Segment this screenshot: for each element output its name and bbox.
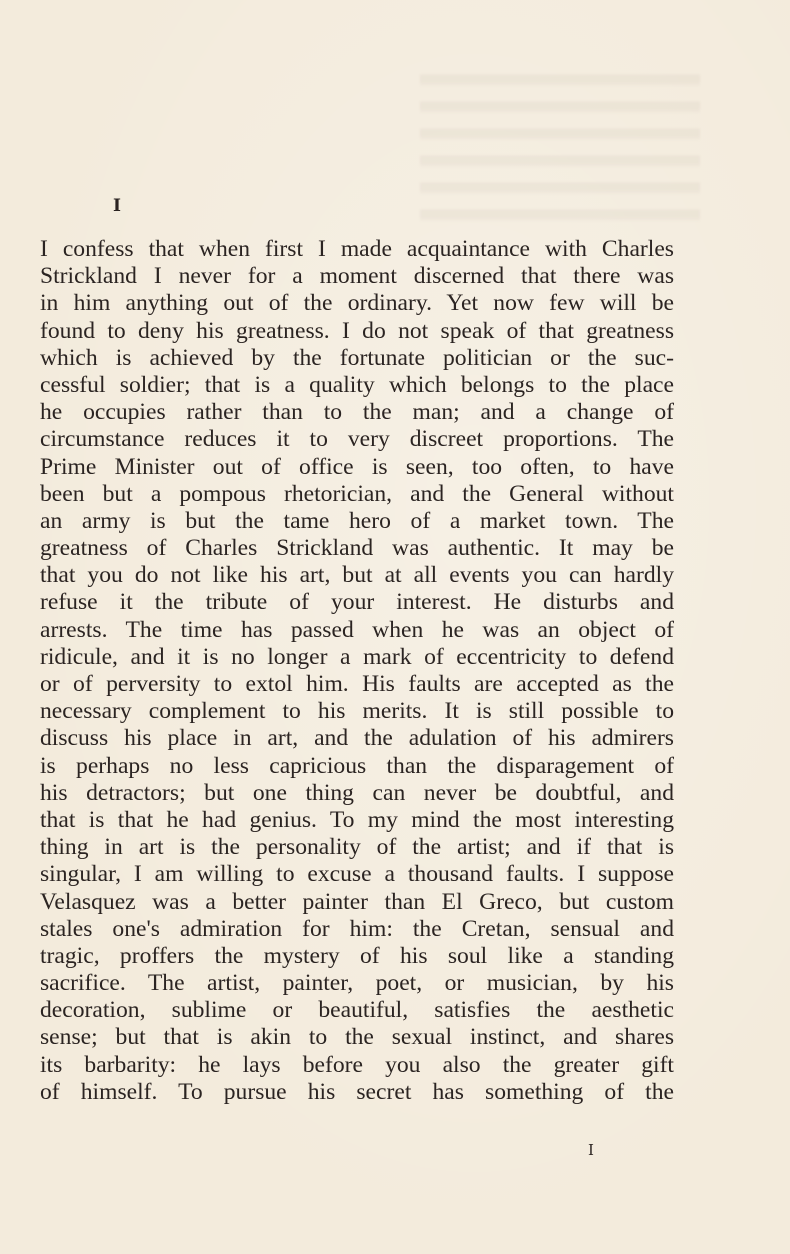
- text-line: tragic, proffers the mystery of his soul like a standing: [40, 942, 674, 969]
- text-line: refuse it the tribute of your interest. He disturbs and: [40, 589, 674, 616]
- text-line: sense; but that is akin to the sexual instinct, and shares: [40, 1024, 674, 1051]
- text-line: been but a pompous rhetorician, and the General without: [40, 480, 674, 507]
- text-line: an army is but the tame hero of a market town. The: [40, 507, 674, 534]
- chapter-number: I: [113, 196, 121, 216]
- text-line: singular, I am willing to excuse a thousand faults. I suppose: [40, 861, 674, 888]
- text-line: of himself. To pursue his secret has something of the: [40, 1078, 674, 1105]
- body-paragraph: [40, 236, 674, 1106]
- text-line: thing in art is the personality of the artist; and if that is: [40, 834, 674, 861]
- text-line: greatness of Charles Strickland was authentic. It may be: [40, 535, 674, 562]
- text-line: that you do not like his art, but at all events you can hardly: [40, 562, 674, 589]
- text-line: is perhaps no less capricious than the disparagement of: [40, 752, 674, 779]
- text-line: in him anything out of the ordinary. Yet now few will be: [40, 290, 674, 317]
- text-line: circumstance reduces it to very discreet proportions. The: [40, 426, 674, 453]
- text-line: stales one's admiration for him: the Cretan, sensual and: [40, 915, 674, 942]
- text-line: I confess that when first I made acquaintance with Charles: [40, 236, 674, 262]
- text-line: his detractors; but one thing can never be doubtful, and: [40, 779, 674, 806]
- text-line: which is achieved by the fortunate politician or the suc-: [40, 344, 674, 371]
- text-line: necessary complement to his merits. It is still possible to: [40, 698, 674, 725]
- text-line: ridicule, and it is no longer a mark of eccentricity to defend: [40, 643, 674, 670]
- text-line: arrests. The time has passed when he was an object of: [40, 616, 674, 643]
- text-line: he occupies rather than to the man; and a change of: [40, 399, 674, 426]
- text-line: or of perversity to extol him. His faults are accepted as the: [40, 671, 674, 697]
- text-line: cessful soldier; that is a quality which belongs to the place: [40, 371, 674, 398]
- text-line: decoration, sublime or beautiful, satisfies the aesthetic: [40, 997, 674, 1024]
- show-through-text: [420, 60, 700, 230]
- text-line: that is that he had genius. To my mind the most interesting: [40, 806, 674, 833]
- text-line: found to deny his greatness. I do not speak of that greatness: [40, 317, 674, 344]
- text-line: Velasquez was a better painter than El Greco, but custom: [40, 888, 674, 915]
- page-number: I: [588, 1141, 594, 1159]
- text-line: Prime Minister out of office is seen, too often, to have: [40, 453, 674, 480]
- text-line: Strickland I never for a moment discerned that there was: [40, 263, 674, 290]
- text-line: discuss his place in art, and the adulation of his admirers: [40, 725, 674, 752]
- text-line: sacrifice. The artist, painter, poet, or musician, by his: [40, 970, 674, 997]
- text-line: its barbarity: he lays before you also the greater gift: [40, 1051, 674, 1078]
